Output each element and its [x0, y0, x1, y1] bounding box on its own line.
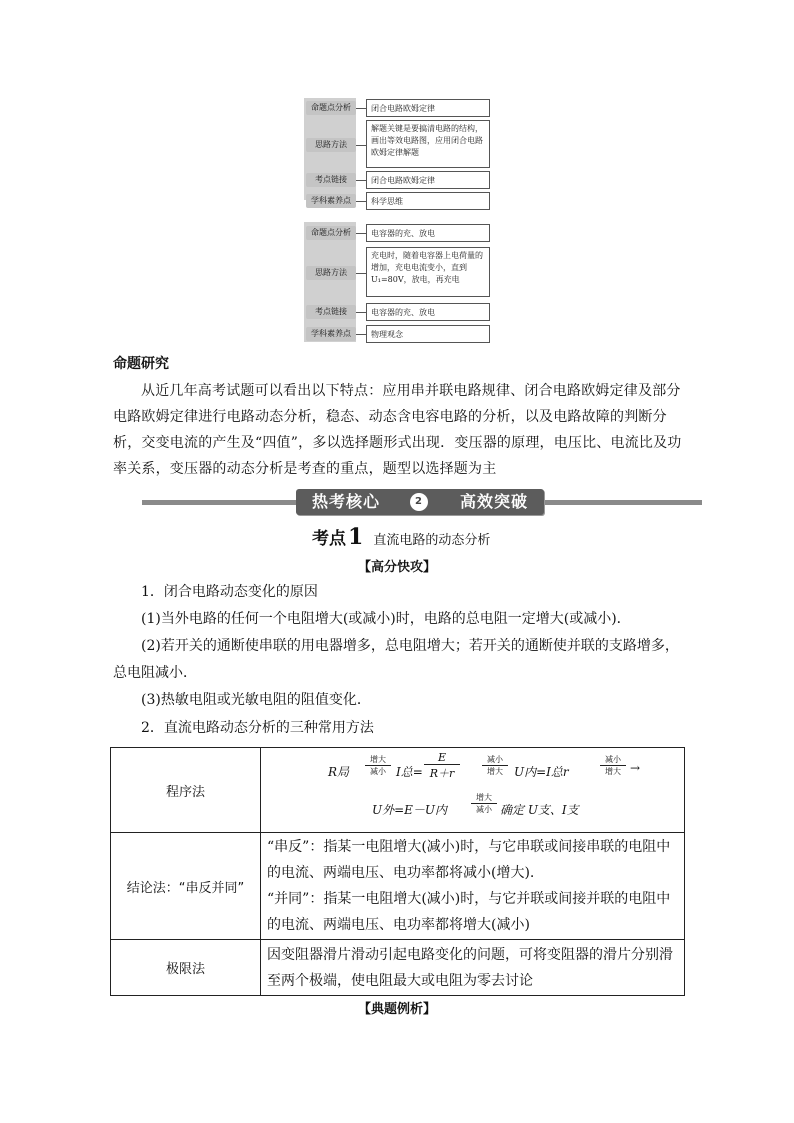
formula-arrow — [600, 755, 626, 776]
point-1-c: (3)热敏电阻或光敏电阻的阻值变化． — [141, 692, 371, 708]
arrow-top-text: 减小 — [605, 755, 621, 764]
example-heading: 【典题例析】 — [357, 1002, 436, 1017]
diagram-box: 物理观念 — [366, 325, 490, 343]
parallel-rule: “并同”：指某一电阻增大(减小)时，与它并联或间接并联的电阻中的电流、两端电压、电功率都将增大(减小) — [267, 891, 671, 933]
fraction-numerator: E — [437, 751, 447, 764]
table-row — [111, 833, 685, 940]
method-name: 结论法：“串反并同” — [111, 833, 261, 940]
formula-end-arrow: → — [630, 761, 641, 775]
diagram-connector — [356, 180, 366, 181]
research-heading: 命题研究 — [113, 356, 169, 372]
arrow-bottom-text: 减小 — [370, 767, 386, 776]
diagram-box: 解题关键是要搞清电路的结构，画出等效电路图，应用闭合电路欧姆定律解题 — [366, 120, 490, 168]
formula-u-out: U外=E－U内 — [372, 803, 448, 817]
diagram-label: 思路方法 — [306, 138, 356, 152]
diagram-connector — [356, 334, 366, 335]
diagram-label: 考点链接 — [306, 173, 356, 187]
diagram-box: 电容器的充、放电 — [366, 303, 490, 321]
diagram-label: 命题点分析 — [306, 226, 356, 240]
banner-badge: 2 — [410, 493, 428, 511]
formula-u-in: U内=I总r — [514, 765, 569, 779]
research-paragraph: 从近几年高考试题可以看出以下特点：应用串并联电路规律、闭合电路欧姆定律及部分电路欧姆定律进行电路动态分析，稳态、动态含电容电路的分析，以及电路故障的判断分析，交变电流的产生及“四值”，多以选择题形式出现．变压器的原理，电压比、电流比及功率关系，变压器的动态分析是考查的重点，题型以选择题为主 — [113, 383, 682, 477]
diagram-connector — [356, 273, 366, 274]
banner-left-text: 热考核心 — [312, 492, 381, 511]
methods-table — [110, 747, 685, 996]
fraction-bar — [424, 764, 460, 765]
arrow-top-text: 减小 — [487, 755, 503, 764]
diagram-connector — [356, 145, 366, 146]
section-prefix: 考点 — [312, 529, 346, 549]
method-name: 程序法 — [111, 748, 261, 833]
diagram-label: 学科素养点 — [306, 194, 356, 208]
diagram-spine-2 — [304, 222, 356, 342]
formula-conclusion: 确定 U支、I支 — [500, 803, 579, 817]
diagram-box: 闭合电路欧姆定律 — [366, 171, 490, 189]
point-1-b-line2: 总电阻减小． — [113, 665, 197, 681]
diagram-box: 充电时，随着电容器上电荷量的增加，充电电流变小，直到U₁=80V，放电，再充电 — [366, 247, 490, 297]
diagram-connector — [356, 233, 366, 234]
tips-heading: 【高分快攻】 — [357, 560, 436, 575]
formula-arrow — [365, 755, 391, 776]
method-description — [261, 833, 685, 940]
diagram-connector — [356, 312, 366, 313]
banner-right-text: 高效突破 — [459, 492, 528, 511]
section-title — [312, 524, 490, 550]
formula-r-local: R局 — [328, 765, 350, 779]
fraction-denominator: R＋r — [429, 767, 455, 780]
arrow-top-text: 增大 — [370, 755, 386, 764]
table-row — [111, 940, 685, 996]
section-subtitle: 直流电路的动态分析 — [373, 533, 491, 548]
diagram-connector — [356, 108, 366, 109]
arrow-bar — [471, 803, 497, 804]
arrow-bar — [365, 765, 391, 766]
diagram-box: 闭合电路欧姆定律 — [366, 99, 490, 117]
arrow-bar — [482, 765, 508, 766]
diagram-label: 思路方法 — [306, 266, 356, 280]
formula-fraction — [424, 751, 460, 781]
diagram-connector — [356, 201, 366, 202]
method-name: 极限法 — [111, 940, 261, 996]
section-banner — [296, 489, 544, 515]
method-description: 因变阻器滑片滑动引起电路变化的问题，可将变阻器的滑片分别滑至两个极端，使电阻最大或电阻为零去讨论 — [261, 940, 685, 996]
arrow-bar — [600, 765, 626, 766]
series-rule: “串反”：指某一电阻增大(减小)时，与它串联或间接串联的电阻中的电流、两端电压、电功率都将减小(增大). — [267, 839, 671, 881]
formula-i-total: I总= — [396, 765, 423, 779]
diagram-label: 命题点分析 — [306, 101, 356, 115]
diagram-label: 考点链接 — [306, 305, 356, 319]
point-2-title: 2．直流电路动态分析的三种常用方法 — [141, 720, 374, 736]
table-row — [111, 748, 685, 833]
arrow-bottom-text: 增大 — [605, 767, 621, 776]
arrow-bottom-text: 增大 — [487, 767, 503, 776]
diagram-label: 学科素养点 — [306, 327, 356, 341]
method-formula-cell — [261, 748, 685, 833]
formula-arrow — [471, 793, 497, 814]
formula-arrow — [482, 755, 508, 776]
diagram-box: 科学思维 — [366, 192, 490, 210]
point-1-b-line1: (2)若开关的通断使串联的用电器增多，总电阻增大；若开关的通断使并联的支路增多， — [141, 638, 679, 654]
point-1-a: (1)当外电路的任何一个电阻增大(或减小)时，电路的总电阻一定增大(或减小)． — [141, 611, 631, 627]
arrow-top-text: 增大 — [476, 793, 492, 802]
point-1-title: 1．闭合电路动态变化的原因 — [141, 584, 318, 600]
procedure-formula — [262, 749, 683, 831]
section-number: 1 — [348, 524, 364, 550]
arrow-bottom-text: 减小 — [476, 805, 492, 814]
diagram-box: 电容器的充、放电 — [366, 224, 490, 242]
